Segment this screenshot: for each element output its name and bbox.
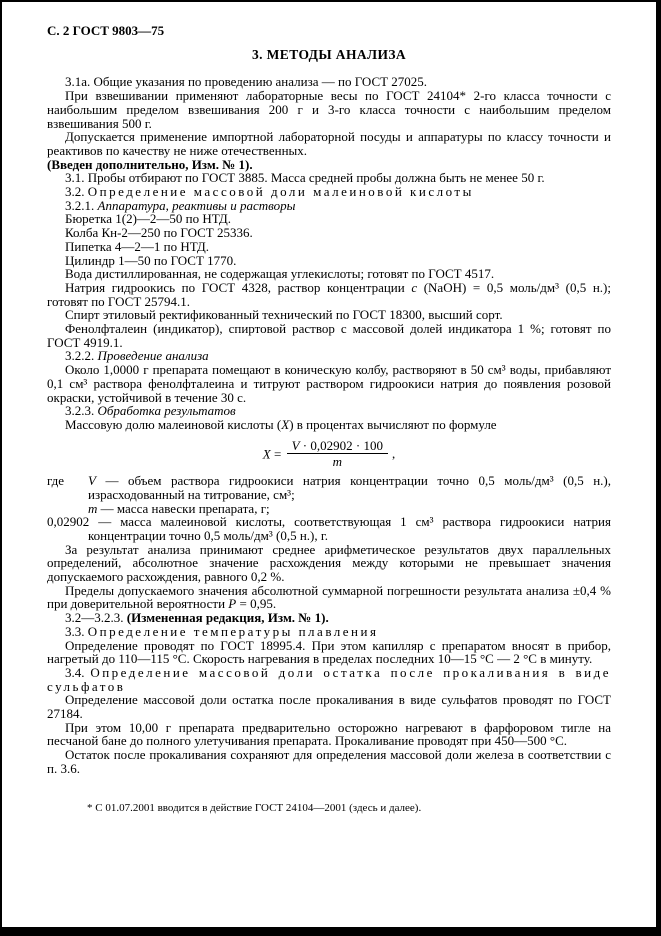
item-phenolphthalein [47,322,611,349]
para-ignition [47,721,611,748]
italic-text: X [281,416,290,432]
maleic-acid-formula: X = $\frac{V \cdot 0,02902 \cdot 100}{m}$ , [262,437,396,470]
text: 3.3. [65,623,88,639]
bold-text: (Введен дополнительно, Изм. № 1). [47,156,253,172]
def-0-02902 [47,515,611,542]
italic-text: m [332,454,342,470]
text: Допускается применение импортной лабораторной посуды и аппаратуры по классу точности и реактивов по качеству не ниже отечественных. [47,129,611,158]
para-sulfate-residue [47,693,611,720]
para-analysis-procedure [47,363,611,404]
letterspaced-text: Определение массовой доли малеиновой кислоты [87,184,474,200]
para-residue-kept [47,748,611,775]
text: — масса навески препарата, г; [97,500,270,516]
italic-text: V [291,437,300,453]
item-burette [47,212,611,226]
text: Определение массовой доли остатка после прокаливания в виде сульфатов проводят по ГОСТ 27184. [47,692,611,722]
item-flask [47,226,611,240]
text: Вода дистиллированная, не содержащая углекислоты; готовят по ГОСТ 4517. [65,266,495,282]
text: При этом 10,00 г препарата предварительно осторожно нагревают в фарфоровом тигле на песчаной бане до полного улетучивания препарата. Прокаливание проводят при 450—500 °С. [47,719,611,749]
heading-3-2 [47,185,611,199]
para-error-limits [47,584,611,611]
note-amended [47,611,611,625]
para-3-1a [47,75,611,89]
text: Цилиндр 1—50 по ГОСТ 1770. [65,252,237,268]
italic-text: V [88,473,96,489]
italic-text: Проведение анализа [97,348,209,364]
text: 3.1. Пробы отбирают по ГОСТ 3885. Масса средней пробы должна быть не менее 50 г. [65,170,545,186]
text: Массовую долю малеиновой кислоты ( [65,416,282,432]
heading-3-2-2 [47,349,611,363]
para-imported-glassware [47,130,611,157]
text: · 0,02902 · 100 [299,437,383,453]
text: За результат анализа принимают среднее арифметическое результатов двух параллельных определений, абсолютное значение расхождения между которыми не превышает значения допускаемого расхождения, равного 0,2 %. [47,541,611,585]
italic-text: P [228,596,237,612]
fraction [287,439,388,469]
text: 3.2.3. [65,403,98,419]
text: 3.2—3.2.3. [65,610,127,626]
italic-text: X [262,446,271,462]
text: Пипетка 4—2—1 по НТД. [65,238,209,254]
footnote: * С 01.07.2001 вводится в действие ГОСТ 24104—2001 (здесь и далее). [87,801,422,814]
text: ) в процентах вычисляют по формуле [289,416,497,432]
heading-3-2-1 [47,199,611,213]
italic-text: Аппаратура, реактивы и растворы [97,197,296,213]
text: Фенолфталеин (индикатор), спиртовой раствор с массовой долей индикатора 1 %; готовят по ГОСТ 4919.1. [47,321,611,350]
italic-text: m [88,500,98,516]
def-v [47,474,611,501]
text: При взвешивании применяют лабораторные весы по ГОСТ 24104* 2-го класса точности с наибольшим пределом взвешивания 200 г и 3-го класса точности с наибольшим пределом взвешивания 500 г. [47,88,611,131]
text: = 0,95. [236,596,277,612]
heading-3-3 [47,625,611,639]
item-ethanol [47,308,611,322]
page-header: С. 2 ГОСТ 9803—75 [47,23,165,38]
item-water [47,267,611,281]
para-melting-point [47,639,611,666]
para-result-average [47,543,611,584]
para-3-1 [47,171,611,185]
text: 3.2. [65,184,88,200]
text: Пределы допускаемого значения абсолютной суммарной погрешности результата анализа ±0,4 % при доверительной вероятности [47,582,611,612]
letterspaced-text: Определение температуры плавления [87,623,379,639]
def-m [47,502,611,516]
item-naoh [47,281,611,308]
text: = [270,446,285,462]
item-cylinder [47,254,611,268]
bold-text: (Измененная редакция, Изм. № 1). [126,610,329,626]
text: Около 1,0000 г препарата помещают в коническую колбу, растворяют в 50 см³ воды, прибавляют 0,1 см³ раствора фенолфталеина и титруют раствором гидроокиси натрия до появления розовой окраски, устойчивой в течение 30 с. [47,362,611,405]
italic-text: с [411,279,418,295]
text: 3.2.1. [65,197,98,213]
text: Спирт этиловый ректификованный технический по ГОСТ 18300, высший сорт. [65,307,503,323]
letterspaced-text: Определение массовой доли остатка после прокаливания в виде сульфатов [47,664,611,694]
text: Колба Кн-2—250 по ГОСТ 25336. [65,225,253,241]
text: 0,02902 — масса малеиновой кислоты, соответствующая 1 см³ раствора гидроокиси натрия концентрации точно 0,5 моль/дм³ (0,5 н.), г. [47,514,611,543]
text: Определение проводят по ГОСТ 18995.4. При этом капилляр с препаратом вносят в прибор, нагретый до 110—115 °С. Скорость нагревания в пределах последних 10—15 °С — 2 °С в минуту. [47,637,611,667]
para-mass-fraction-intro [47,418,611,432]
text: где [47,473,65,489]
text: 3.1а. Общие указания по проведению анализа — по ГОСТ 27025. [65,74,428,90]
text: 3.4. [65,664,91,680]
item-pipette [47,240,611,254]
text: (NaOH) = 0,5 моль/дм³ (0,5 н.); готовят по ГОСТ 25794.1. [47,279,611,309]
text: Бюретка 1(2)—2—50 по НТД. [65,211,232,227]
text: Остаток после прокаливания сохраняют для определения массовой доли железа в соответствии с п. 3.6. [47,747,611,776]
heading-3-2-3 [47,404,611,418]
note-introduced [47,158,611,172]
text: 3.2.2. [65,348,98,364]
heading-3-4 [47,666,611,693]
para-weighing [47,89,611,130]
text: — объем раствора гидроокиси натрия концентрации точно 0,5 моль/дм³ (0,5 н.), израсходованный на титрование, см³; [88,473,611,502]
italic-text: Обработка результатов [97,403,236,419]
text: Натрия гидроокись по ГОСТ 4328, раствор концентрации [65,279,412,295]
section-title: 3. МЕТОДЫ АНАЛИЗА [251,46,407,62]
document-body [47,75,611,775]
